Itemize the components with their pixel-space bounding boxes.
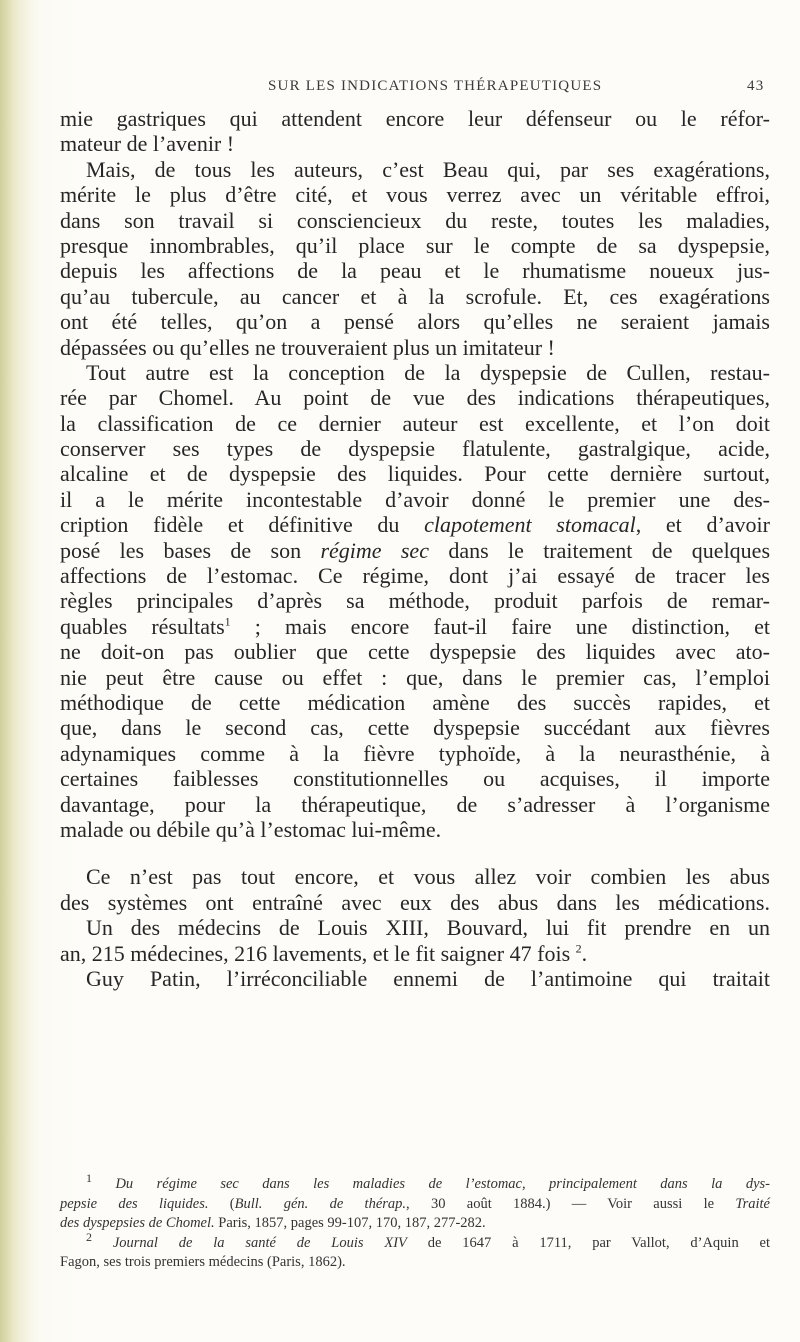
text-line: ne doit-on pas oublier que cette dyspepsie des liquides avec ato- <box>60 639 770 665</box>
paragraph-start-line: Tout autre est la conception de la dyspepsie de Cullen, restau- <box>86 359 770 385</box>
text-segment: ; mais encore faut-il faire une distinction, et <box>230 613 770 639</box>
text-line: davantage, pour la thérapeutique, de s’adresser à l’organisme <box>60 791 770 817</box>
text-line: qu’au tubercule, au cancer et à la scrofule. Et, ces exagérations <box>60 283 770 309</box>
text-line: nie peut être cause ou effet : que, dans le premier cas, l’emploi <box>60 664 770 690</box>
text-line: conserver ses types de dyspepsie flatulente, gastralgique, acide, <box>60 436 770 462</box>
text-line: presque innombrables, qu’il place sur le compte de sa dyspepsie, <box>60 232 770 258</box>
italic-term: régime sec <box>320 537 429 563</box>
footnote-1-line <box>60 1214 770 1234</box>
paragraph-start-line: Un des médecins de Louis XIII, Bouvard, lui fit prendre en un <box>86 915 770 941</box>
page-number: 43 <box>747 78 765 94</box>
text-line <box>60 614 770 639</box>
paragraph-start-line: Ce n’est pas tout encore, et vous allez voir combien les abus <box>86 864 770 890</box>
footnote-italic: Journal de la santé de Louis XIV <box>112 1234 407 1251</box>
text-line: certaines faiblesses constitutionnelles ou acquises, il importe <box>60 766 770 792</box>
footnote-italic: Bull. gén. de thérap. <box>234 1195 407 1212</box>
text-line: méthodique de cette médication amène des succès rapides, et <box>60 689 770 715</box>
text-line: mérite le plus d’être cité, et vous verrez avec un véritable effroi, <box>60 182 770 208</box>
footnote-1-line <box>60 1171 771 1195</box>
footnote-marker: 1 <box>86 1171 92 1186</box>
text-line: adynamiques comme à la fièvre typhoïde, à la neurasthénie, à <box>60 740 770 766</box>
footnote-text: Paris, 1857, pages 99-107, 170, 187, 277-282. <box>218 1215 486 1231</box>
text-line: la classification de ce dernier auteur est excellente, et l’on doit <box>60 410 770 436</box>
footnote-ref[interactable]: 2 <box>575 941 582 956</box>
text-line: mateur de l’avenir ! <box>60 131 235 157</box>
text-segment: dans le traitement de quelques <box>448 537 771 563</box>
footnote-text: , 30 août 1884.) — Voir aussi le <box>406 1195 715 1212</box>
footnote-1-line <box>60 1195 770 1215</box>
footnote-italic: Traité <box>735 1195 770 1212</box>
text-segment: cription fidèle et définitive du <box>60 512 400 538</box>
text-segment: an, 215 médecines, 216 lavements, et le fit saigner 47 fois <box>60 940 571 966</box>
running-head <box>0 78 800 102</box>
footnote-marker: 2 <box>86 1229 92 1244</box>
text-line: malade ou débile qu’à l’estomac lui-même. <box>60 816 442 842</box>
footnote-ref[interactable]: 1 <box>224 614 231 629</box>
footnote-text: ( <box>229 1195 235 1212</box>
text-segment: posé les bases de son <box>60 537 302 563</box>
paragraph-start-line: Guy Patin, l’irréconciliable ennemi de l’antimoine qui traitait <box>86 965 770 991</box>
footnotes <box>60 1171 771 1273</box>
italic-term: clapotement stomacal <box>424 512 636 538</box>
text-line: que, dans le second cas, cette dyspepsie succédant aux fièvres <box>60 715 770 741</box>
footnote-italic: des dyspepsies de Chomel. <box>60 1215 215 1231</box>
text-line: mie gastriques qui attendent encore leur défenseur ou le réfor- <box>60 106 770 131</box>
text-segment: quables résultats <box>60 613 225 639</box>
text-line: règles principales d’après sa méthode, produit parfois de remar- <box>60 588 770 614</box>
paragraph-start-line: Mais, de tous les auteurs, c’est Beau qui, par ses exagérations, <box>86 156 770 182</box>
text-line <box>60 512 770 537</box>
text-line: depuis les affections de la peau et le rhumatisme noueux jus- <box>60 258 770 284</box>
footnote-2-line <box>60 1229 771 1254</box>
footnote-2-line: Fagon, ses trois premiers médecins (Paris, 1862). <box>60 1254 346 1270</box>
text-line: dans son travail si consciencieux du reste, toutes les maladies, <box>60 207 770 233</box>
text-line: affections de l’estomac. Ce régime, dont j’ai essayé de tracer les <box>60 563 770 589</box>
text-line <box>60 941 770 966</box>
text-line: dépassées ou qu’elles ne trouveraient plus un imitateur ! <box>60 334 555 360</box>
text-line <box>60 538 770 563</box>
running-head-title: SUR LES INDICATIONS THÉRAPEUTIQUES <box>268 78 603 94</box>
text-segment: , et d’avoir <box>635 512 770 538</box>
text-line: rée par Chomel. Au point de vue des indications thérapeutiques, <box>60 385 770 411</box>
footnote-italic: Du régime sec dans les maladies de l’estomac, principalement dans la dys- <box>115 1176 771 1192</box>
text-line: alcaline et de dyspepsie des liquides. Pour cette dernière surtout, <box>60 461 770 487</box>
main-text <box>60 106 770 991</box>
text-line: des systèmes ont entraîné avec eux des abus dans les médications. <box>60 889 770 915</box>
footnote-italic: pepsie des liquides. <box>60 1195 209 1212</box>
footnote-text: de 1647 à 1711, par Vallot, d’Aquin et <box>427 1234 771 1251</box>
paragraph-gap <box>60 842 770 864</box>
text-line: ont été telles, qu’on a pensé alors qu’elles ne seraient jamais <box>60 309 770 335</box>
text-segment: . <box>581 940 588 966</box>
text-line: il a le mérite incontestable d’avoir donné le premier une des- <box>60 486 770 512</box>
